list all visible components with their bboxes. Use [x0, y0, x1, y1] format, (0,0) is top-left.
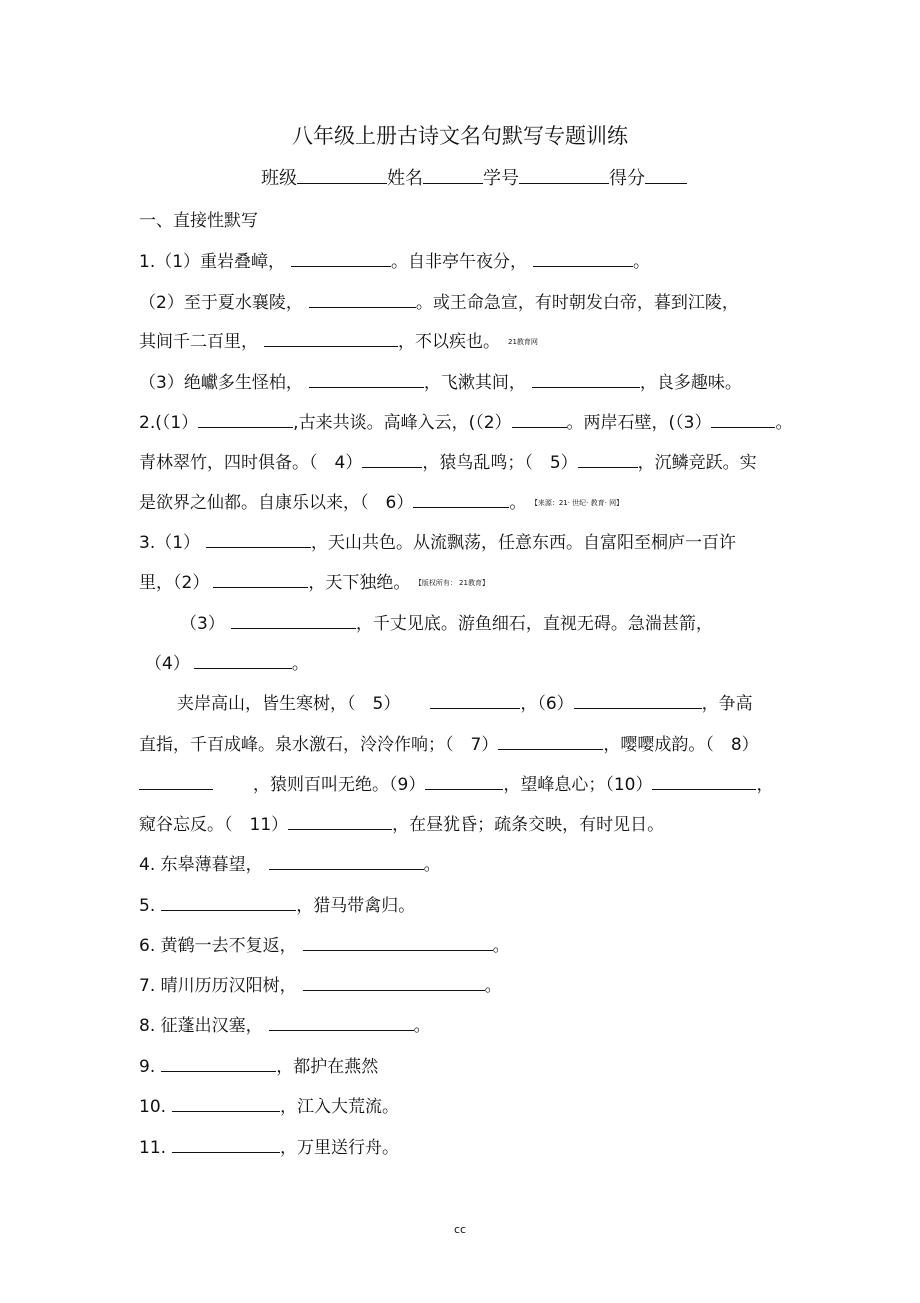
- q8-text: 。: [413, 1016, 431, 1036]
- q3-blank-3[interactable]: [231, 613, 356, 629]
- q5-text: ，猎马带禽归。: [296, 896, 416, 916]
- q11-text: 11.: [139, 1138, 167, 1158]
- q2-text: 。: [509, 493, 527, 513]
- q1-line-1: [139, 251, 650, 273]
- q1-blank-5[interactable]: [309, 372, 424, 388]
- q6-blank[interactable]: [303, 935, 493, 951]
- q3-blank-1[interactable]: [206, 532, 311, 548]
- q11-line: [139, 1137, 399, 1159]
- score-label: 得分: [609, 168, 645, 189]
- q1-text: 1.（1）重岩叠嶂，: [139, 252, 286, 272]
- q2-blank-4[interactable]: [362, 452, 422, 468]
- copyright-note: 【版权所有： 21教育】: [418, 579, 489, 587]
- q3-text: ，天下独绝。: [308, 573, 411, 593]
- source-note: 【来源：21· 世纪· 教育· 网】: [534, 499, 624, 507]
- q3-text: ，（6）: [520, 694, 574, 714]
- q1-line-2: [139, 292, 739, 314]
- q3-text: （4）: [145, 654, 190, 674]
- q3-blank-2[interactable]: [213, 572, 308, 588]
- name-label: 姓名: [387, 168, 423, 189]
- q2-line-3: [139, 492, 623, 514]
- q1-blank-4[interactable]: [264, 331, 398, 347]
- q4-text: 4. 东皋薄暮望，: [139, 855, 263, 875]
- q3-text: ，猿则百叫无绝。（9）: [253, 775, 426, 795]
- q5-line: [139, 895, 415, 917]
- page-footer: cc: [453, 1223, 467, 1236]
- q8-blank[interactable]: [269, 1015, 414, 1031]
- q3-blank-8[interactable]: [139, 774, 213, 790]
- q3-line-8: [139, 814, 664, 836]
- q7-blank[interactable]: [303, 975, 485, 991]
- q7-text: 7. 晴川历历汉阳树，: [139, 976, 297, 996]
- q1-line-3: [139, 331, 538, 353]
- q8-line: [139, 1015, 431, 1037]
- q3-text: ，: [756, 775, 774, 795]
- q1-text: 。: [633, 252, 651, 272]
- q2-line-1: [139, 412, 792, 434]
- q10-text: ，江入大荒流。: [280, 1097, 400, 1117]
- header-fields: [261, 168, 687, 190]
- q1-text: ，良多趣味。: [639, 373, 742, 393]
- q3-blank-11[interactable]: [288, 814, 392, 830]
- q10-blank[interactable]: [172, 1096, 280, 1112]
- q11-text: ，万里送行舟。: [280, 1138, 400, 1158]
- q3-blank-9[interactable]: [425, 774, 503, 790]
- q2-text: ,古来共谈。高峰入云，(（2）: [293, 413, 512, 433]
- source-note: 21教育网: [508, 338, 538, 346]
- q3-text: 。: [291, 654, 309, 674]
- q3-blank-7[interactable]: [498, 734, 603, 750]
- section-heading: 一、直接性默写: [139, 211, 258, 231]
- q2-line-2: [139, 452, 757, 474]
- q3-text: ，争高: [701, 694, 753, 714]
- q3-line-3: [180, 613, 713, 635]
- q10-text: 10.: [139, 1097, 167, 1117]
- q9-text: 9.: [139, 1057, 156, 1077]
- q3-text: （3）: [180, 614, 225, 634]
- q2-blank-2[interactable]: [512, 412, 567, 428]
- q2-text: 。两岸石壁，(（3）: [566, 413, 712, 433]
- q1-blank-1[interactable]: [291, 251, 391, 267]
- q3-text: ，千丈见底。游鱼细石，直视无碍。急湍甚箭，: [355, 614, 713, 634]
- q1-text: ，不以疾也。: [398, 332, 500, 352]
- q3-blank-10[interactable]: [652, 774, 756, 790]
- q1-blank-6[interactable]: [532, 372, 640, 388]
- q4-blank[interactable]: [269, 854, 424, 870]
- q1-line-4: [139, 372, 742, 394]
- q3-text: 3.（1）: [139, 533, 201, 553]
- q3-line-2: [139, 572, 489, 594]
- q1-text: 。自非亭午夜分，: [391, 252, 528, 272]
- q8-text: 8. 征蓬出汉塞，: [139, 1016, 263, 1036]
- q1-text: 。或王命急宣，有时朝发白帝，暮到江陵，: [415, 293, 739, 313]
- q6-text: 6. 黄鹤一去不复返，: [139, 936, 297, 956]
- page-title: 八年级上册古诗文名句默写专题训练: [292, 124, 628, 148]
- q3-blank-6[interactable]: [574, 693, 702, 709]
- q6-line: [139, 935, 510, 957]
- q1-text: （3）绝巘多生怪柏，: [139, 373, 303, 393]
- class-label: 班级: [261, 168, 297, 189]
- q3-text: 夹岸高山，皆生寒树，（ 5）: [177, 694, 401, 714]
- q11-blank[interactable]: [172, 1137, 280, 1153]
- q2-blank-6[interactable]: [413, 492, 509, 508]
- q1-text: ，飞漱其间，: [423, 373, 526, 393]
- q2-text: 2.(（1）: [139, 413, 199, 433]
- q2-text: ，猿鸟乱鸣；（ 5）: [422, 453, 578, 473]
- q9-text: ，都护在燕然: [276, 1057, 379, 1077]
- name-field[interactable]: [423, 168, 483, 184]
- q2-text: 。: [775, 413, 793, 433]
- number-label: 学号: [483, 168, 519, 189]
- q2-blank-1[interactable]: [198, 412, 293, 428]
- q3-text: 里，（2）: [139, 573, 210, 593]
- q3-text: ，在昼犹昏；疏条交映，有时见日。: [392, 815, 665, 835]
- q3-line-6: [139, 734, 759, 756]
- q4-line: [139, 854, 441, 876]
- q4-text: 。: [423, 855, 441, 875]
- q3-line-5: [177, 693, 753, 715]
- q10-line: [139, 1096, 399, 1118]
- q9-blank[interactable]: [161, 1056, 276, 1072]
- q3-blank-4[interactable]: [194, 653, 292, 669]
- q1-text: （2）至于夏水襄陵，: [139, 293, 303, 313]
- q2-blank-5[interactable]: [578, 452, 638, 468]
- q3-blank-5[interactable]: [430, 693, 520, 709]
- q1-text: 其间千二百里，: [139, 332, 258, 352]
- q2-blank-3[interactable]: [711, 412, 775, 428]
- q3-text: 直指，千百成峰。泉水激石，泠泠作响；（ 7）: [139, 735, 499, 755]
- q3-line-4: [145, 653, 309, 675]
- q6-text: 。: [492, 936, 510, 956]
- q3-line-1: [139, 532, 736, 554]
- class-field[interactable]: [297, 168, 387, 184]
- q7-text: 。: [484, 976, 502, 996]
- q1-blank-3[interactable]: [309, 292, 416, 308]
- q3-text: ，天山共色。从流飘荡，任意东西。自富阳至桐庐一百许: [311, 533, 737, 553]
- q3-text: ，嘤嘤成韵。（ 8）: [603, 735, 759, 755]
- q5-blank[interactable]: [161, 895, 296, 911]
- q5-text: 5.: [139, 896, 156, 916]
- q3-text: ，望峰息心；（10）: [503, 775, 653, 795]
- q2-text: 是欲界之仙都。自康乐以来，（ 6）: [139, 493, 414, 513]
- q2-text: ，沉鳞竞跃。实: [637, 453, 757, 473]
- q9-line: [139, 1056, 378, 1078]
- q3-line-7: [139, 774, 773, 796]
- q1-blank-2[interactable]: [533, 251, 633, 267]
- q3-text: 窥谷忘反。（ 11）: [139, 815, 289, 835]
- score-field[interactable]: [645, 168, 687, 184]
- q2-text: 青林翠竹，四时俱备。（ 4）: [139, 453, 363, 473]
- number-field[interactable]: [519, 168, 609, 184]
- q7-line: [139, 975, 502, 997]
